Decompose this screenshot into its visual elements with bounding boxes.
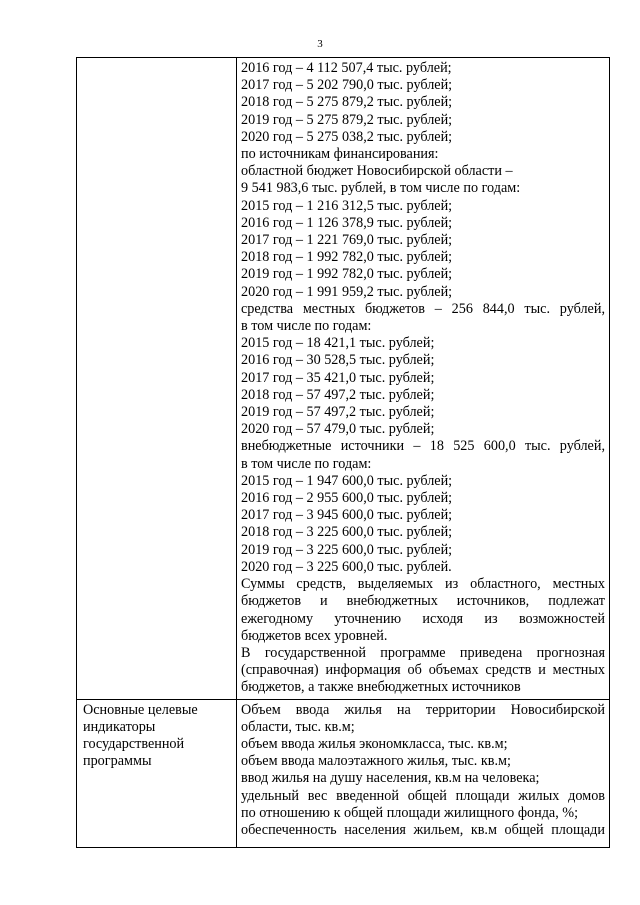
page-number: 3 [317,38,323,50]
passport-table [76,57,610,848]
indicators-text-cell [237,699,610,848]
text-line: ежегодному уточнению исходя из возможностей [241,610,605,627]
indicators-row [77,699,610,848]
text-line: программы [83,753,152,770]
text-line: 2016 год – 30 528,5 тыс. рублей; [241,352,435,369]
text-line: 2017 год – 1 221 769,0 тыс. рублей; [241,232,453,249]
text-line: 2019 год – 5 275 879,2 тыс. рублей; [241,111,453,128]
text-line: Объем ввода жилья на территории Новосибирской [241,701,605,718]
text-line: в том числе по годам: [241,318,372,335]
text-line: Основные целевые [83,701,198,718]
text-line: в том числе по годам: [241,455,372,472]
text-line: 2018 год – 1 992 782,0 тыс. рублей; [241,249,453,266]
text-line: 2019 год – 57 497,2 тыс. рублей; [241,404,435,421]
indicators-label-cell [77,699,237,848]
text-line: внебюджетные источники – 18 525 600,0 тыс. рублей, [241,438,605,455]
text-line: 2016 год – 4 112 507,4 тыс. рублей; [241,60,452,76]
text-line: ввод жилья на душу населения, кв.м на человека; [241,770,540,787]
text-line: 2015 год – 1 216 312,5 тыс. рублей; [241,197,453,214]
text-line: В государственной программе приведена прогнозная [241,644,605,661]
text-line: индикаторы [83,718,156,735]
text-line: 2019 год – 3 225 600,0 тыс. рублей; [241,541,453,558]
text-line: 2017 год – 5 202 790,0 тыс. рублей; [241,77,453,94]
text-line: 2018 год – 3 225 600,0 тыс. рублей; [241,524,453,541]
text-line: 2017 год – 35 421,0 тыс. рублей; [241,369,435,386]
text-line: области, тыс. кв.м; [241,718,355,735]
text-line: областной бюджет Новосибирской области – [241,163,513,180]
text-line: 2018 год – 57 497,2 тыс. рублей; [241,386,435,403]
financing-row [77,58,610,700]
text-line: Суммы средств, выделяемых из областного, местных [241,576,605,593]
text-line: 2020 год – 1 991 959,2 тыс. рублей; [241,283,453,300]
text-line: объем ввода жилья экономкласса, тыс. кв.м; [241,735,508,752]
text-line: по источникам финансирования: [241,146,439,163]
text-line: по отношению к общей площади жилищного фонда, %; [241,804,579,821]
text-line: 2018 год – 5 275 879,2 тыс. рублей; [241,94,453,111]
text-line: 2016 год – 1 126 378,9 тыс. рублей; [241,214,453,231]
text-line: объем ввода малоэтажного жилья, тыс. кв.м; [241,753,511,770]
text-line: 2015 год – 18 421,1 тыс. рублей; [241,335,435,352]
text-line: 9 541 983,6 тыс. рублей, в том числе по годам: [241,180,521,197]
text-line: 2020 год – 3 225 600,0 тыс. рублей. [241,558,452,575]
text-line: бюджетов, а также внебюджетных источников [241,679,521,696]
financing-label-cell [77,58,237,700]
text-line: государственной [83,735,185,752]
text-line: 2020 год – 57 479,0 тыс. рублей; [241,421,435,438]
text-line: 2020 год – 5 275 038,2 тыс. рублей; [241,128,453,145]
text-line: 2016 год – 2 955 600,0 тыс. рублей; [241,490,453,507]
text-line: бюджетов всех уровней. [241,627,388,644]
text-line: средства местных бюджетов – 256 844,0 тыс. рублей, [241,300,605,317]
text-line: обеспеченность населения жильем, кв.м общей площади [241,821,605,838]
text-line: удельный вес введенной общей площади жилых домов [241,787,605,804]
text-line: (справочная) информация об объемах средств и местных [241,662,605,679]
text-line: 2017 год – 3 945 600,0 тыс. рублей; [241,507,453,524]
text-line: 2015 год – 1 947 600,0 тыс. рублей; [241,472,453,489]
text-line: бюджетов и внебюджетных источников, подлежат [241,593,605,610]
financing-text-cell [237,58,610,700]
text-line: 2019 год – 1 992 782,0 тыс. рублей; [241,266,453,283]
